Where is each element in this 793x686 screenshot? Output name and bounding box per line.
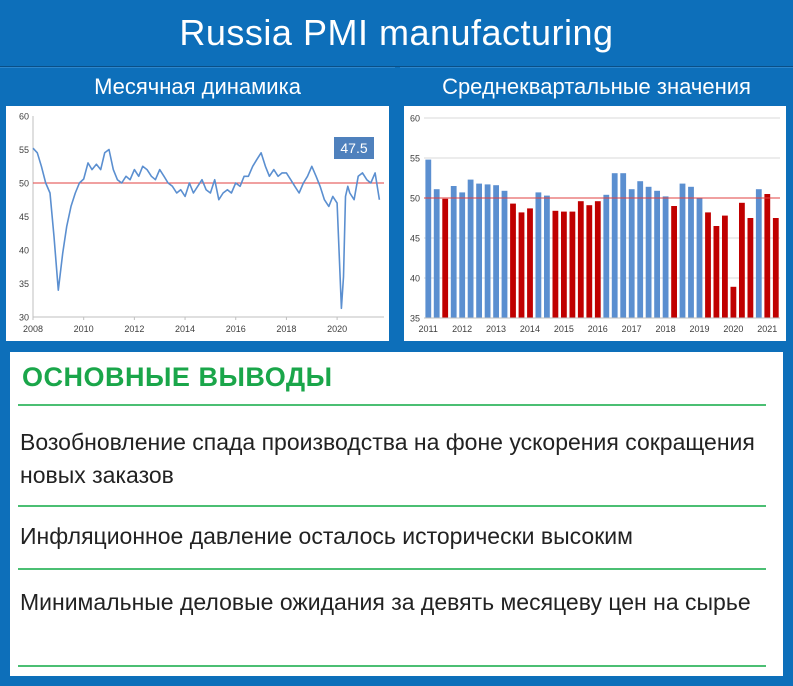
divider	[18, 568, 766, 570]
bar	[773, 218, 779, 318]
x-tick-label: 2014	[519, 324, 540, 334]
bar	[442, 199, 448, 318]
quarterly-bar-chart	[404, 106, 786, 341]
y-tick-label: 40	[409, 273, 420, 284]
bar	[561, 212, 567, 318]
bar	[748, 218, 754, 318]
bar	[714, 226, 720, 318]
y-tick-label: 45	[18, 212, 29, 222]
bar	[739, 203, 745, 318]
conclusion-item-1: Возобновление спада производства на фоне ускорения сокращения новых заказов	[20, 429, 755, 488]
bar	[688, 187, 694, 318]
x-tick-label: 2011	[418, 324, 438, 334]
x-tick-label: 2015	[553, 324, 574, 334]
bar	[680, 184, 686, 318]
x-tick-label: 2013	[486, 324, 507, 334]
bar	[637, 181, 643, 318]
divider	[18, 505, 766, 507]
bar	[510, 204, 516, 318]
bar	[764, 194, 770, 318]
monthly-line-chart-svg	[6, 106, 389, 341]
y-tick-label: 40	[18, 245, 29, 256]
y-tick-label: 35	[18, 279, 29, 289]
conclusion-item-2: Инфляционное давление осталось исторически высоким	[20, 523, 633, 549]
x-tick-label: 2018	[276, 324, 297, 334]
x-tick-label: 2016	[225, 324, 246, 334]
quarterly-chart-subtitle	[400, 67, 793, 106]
y-tick-label: 50	[18, 178, 29, 189]
bar	[620, 173, 626, 318]
bar	[544, 196, 550, 318]
bar	[646, 187, 652, 318]
conclusions-title: ОСНОВНЫЕ ВЫВОДЫ	[22, 362, 333, 392]
x-tick-label: 2012	[124, 324, 145, 334]
x-tick-label: 2014	[175, 324, 196, 334]
y-tick-label: 50	[409, 193, 420, 204]
x-tick-label: 2010	[73, 324, 94, 334]
y-tick-label: 35	[409, 313, 420, 324]
monthly-subtitle-text: Месячная динамика	[94, 74, 301, 99]
bar	[663, 196, 669, 318]
bar	[586, 205, 592, 318]
bar	[553, 211, 559, 318]
x-tick-label: 2020	[723, 324, 744, 334]
x-tick-label: 2021	[757, 324, 778, 334]
divider	[18, 404, 766, 406]
y-tick-label: 60	[409, 113, 420, 124]
bar	[451, 186, 457, 318]
conclusion-item-3: Минимальные деловые ожидания за девять месяцеву цен на сырье	[20, 589, 751, 615]
bar	[536, 192, 542, 318]
bar	[425, 160, 431, 318]
pmi-series-line	[33, 148, 379, 308]
bar	[519, 212, 525, 318]
bar	[468, 180, 474, 318]
x-tick-label: 2018	[655, 324, 676, 334]
bar	[578, 201, 584, 318]
bar	[502, 191, 508, 318]
x-tick-label: 2017	[621, 324, 642, 334]
bar	[570, 212, 576, 318]
bar	[595, 201, 601, 318]
monthly-chart-subtitle	[0, 67, 395, 106]
x-tick-label: 2019	[689, 324, 710, 334]
bar	[756, 189, 762, 318]
quarterly-subtitle-text: Среднеквартальные значения	[442, 74, 751, 99]
divider	[18, 665, 766, 667]
bar	[705, 212, 711, 318]
bar	[612, 173, 618, 318]
y-tick-label: 60	[18, 111, 29, 122]
callout-value: 47.5	[340, 140, 368, 156]
x-tick-label: 2008	[22, 324, 44, 334]
page-title	[0, 0, 793, 67]
y-tick-label: 45	[409, 233, 420, 244]
bar	[654, 191, 660, 318]
x-tick-label: 2020	[327, 324, 348, 334]
y-tick-label: 30	[18, 312, 29, 323]
bar	[697, 198, 703, 318]
monthly-line-chart	[6, 106, 389, 341]
bar	[434, 189, 440, 318]
page-title-text: Russia PMI manufacturing	[179, 12, 614, 53]
quarterly-bar-chart-svg	[404, 106, 786, 341]
y-tick-label: 55	[18, 145, 29, 155]
bar	[485, 184, 491, 318]
x-tick-label: 2012	[452, 324, 473, 334]
bar	[527, 208, 533, 318]
bar	[476, 184, 482, 318]
bar	[459, 192, 465, 318]
bar	[493, 185, 499, 318]
bar	[722, 216, 728, 318]
bar	[629, 189, 635, 318]
bar	[731, 287, 737, 318]
bar	[603, 195, 609, 318]
x-tick-label: 2016	[587, 324, 608, 334]
y-tick-label: 55	[409, 153, 420, 164]
bar	[671, 206, 677, 318]
conclusions-panel	[10, 352, 783, 676]
